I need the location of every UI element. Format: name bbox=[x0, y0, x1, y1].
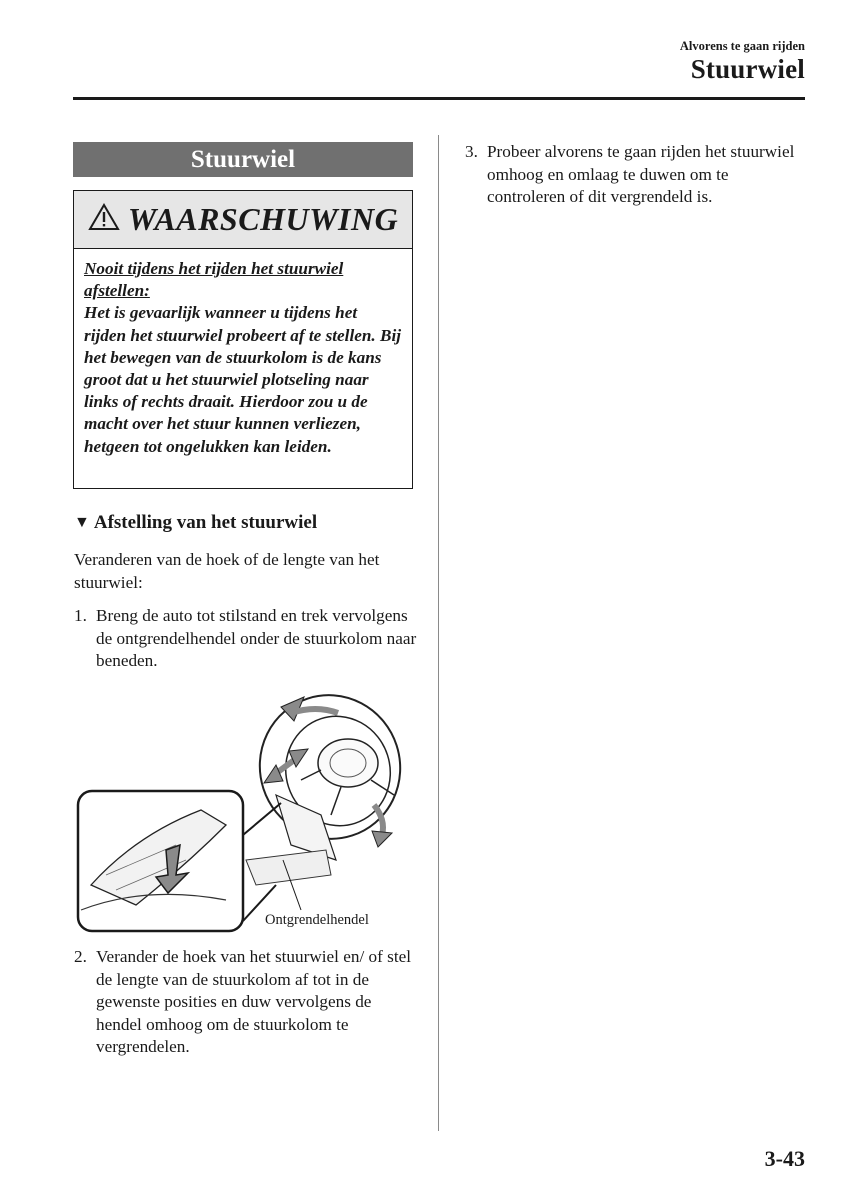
step-text: Verander de hoek van het stuurwiel en/ of stel de lengte van de stuurkolom af tot in de gewenste posities en duw vervolgens de hendel omhoog om de stuurkolom te vergrendelen. bbox=[96, 947, 411, 1056]
column-divider bbox=[438, 135, 439, 1131]
warning-title: WAARSCHUWING bbox=[127, 201, 399, 237]
step-item bbox=[465, 141, 810, 209]
step-item bbox=[74, 946, 419, 1059]
steering-figure bbox=[76, 685, 416, 935]
figure-label: Ontgrendelhendel bbox=[265, 912, 369, 928]
section-banner: Stuurwiel bbox=[73, 142, 413, 177]
step-number: 1. bbox=[74, 606, 87, 625]
step-number: 3. bbox=[465, 142, 478, 161]
step-text: Breng de auto tot stilstand en trek vervolgens de ontgrendelhendel onder de stuurkolom naar beneden. bbox=[96, 606, 417, 670]
warning-body bbox=[74, 249, 412, 458]
step-text: Probeer alvorens te gaan rijden het stuurwiel omhoog en omlaag te duwen om te controleren of dit vergrendeld is. bbox=[487, 142, 795, 206]
header-rule bbox=[73, 97, 805, 100]
step-number: 2. bbox=[74, 947, 87, 966]
subsection-title: Afstelling van het stuurwiel bbox=[93, 512, 318, 533]
warning-text: Het is gevaarlijk wanneer u tijdens het rijden het stuurwiel probeert af te stellen. Bij het bewegen van de stuurkolom is de kans groot dat u het stuurwiel plotseling naar links of rechts draait. Hierdoor zou u de macht over het stuur kunnen verliezen, hetgeen tot ongelukken kan leiden. bbox=[84, 303, 402, 456]
subsection-heading bbox=[74, 512, 317, 534]
down-triangle-icon: ▼ bbox=[74, 514, 90, 531]
warning-box bbox=[73, 190, 413, 489]
running-header-subtitle: Alvorens te gaan rijden bbox=[679, 39, 805, 53]
page-number: 3-43 bbox=[764, 1146, 805, 1171]
intro-paragraph: Veranderen van de hoek of de lengte van het stuurwiel: bbox=[74, 550, 380, 592]
step-item bbox=[74, 605, 419, 673]
running-header-title: Stuurwiel bbox=[690, 54, 805, 84]
warning-lead: Nooit tijdens het rijden het stuurwiel afstellen: bbox=[84, 259, 344, 301]
warning-header bbox=[74, 191, 412, 249]
warning-triangle-icon bbox=[88, 203, 120, 236]
